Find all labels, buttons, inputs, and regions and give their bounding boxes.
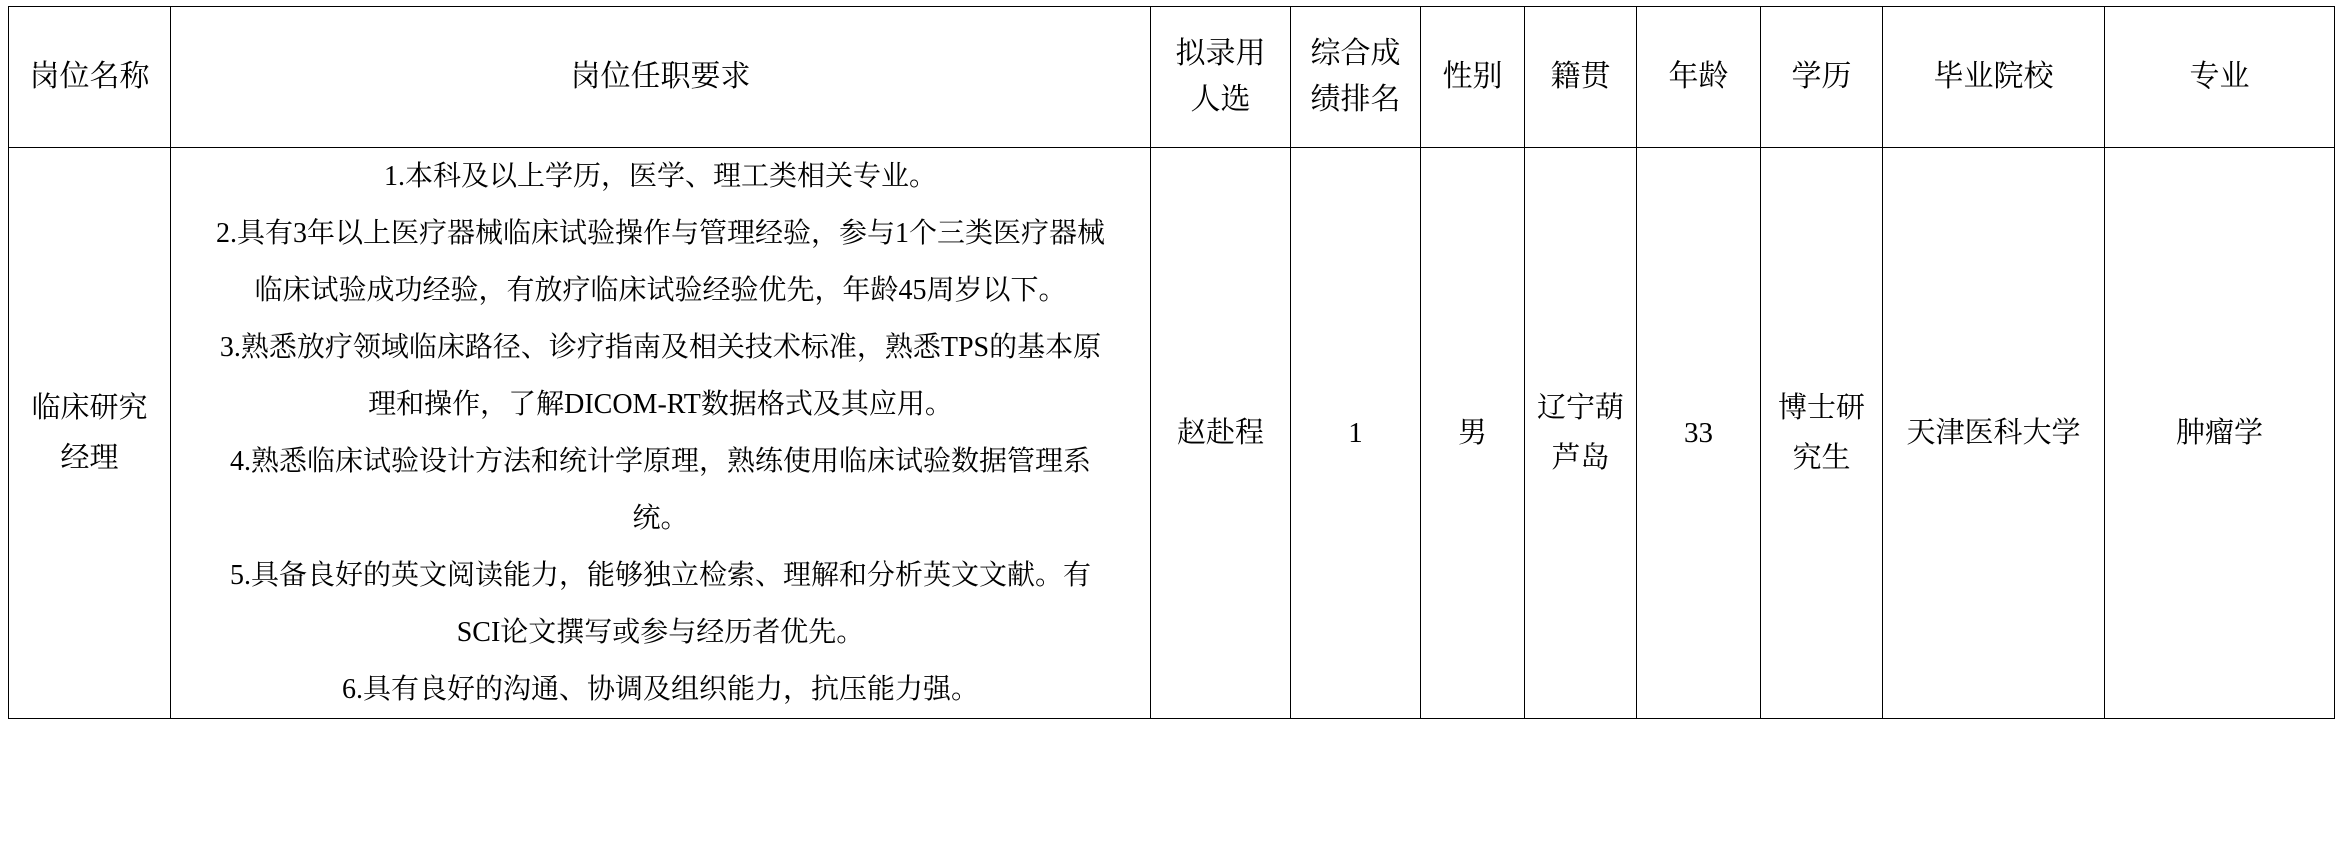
cell-position-line2: 经理 bbox=[60, 442, 119, 474]
table-body bbox=[9, 148, 2335, 719]
column-header-rank-line1: 综合成 bbox=[1310, 37, 1401, 70]
column-header-education: 学历 bbox=[1761, 7, 1883, 148]
column-header-school: 毕业院校 bbox=[1883, 7, 2105, 148]
cell-origin-line2: 芦岛 bbox=[1551, 442, 1610, 474]
column-header-candidate bbox=[1151, 7, 1291, 148]
column-header-candidate-line1: 拟录用 bbox=[1175, 37, 1266, 70]
requirement-line-5: 理和操作，了解DICOM-RT数据格式及其应用。 bbox=[368, 389, 953, 420]
cell-education-line2: 究生 bbox=[1792, 442, 1851, 474]
requirement-line-6: 4.熟悉临床试验设计方法和统计学原理，熟练使用临床试验数据管理系 bbox=[229, 446, 1091, 477]
column-header-rank bbox=[1291, 7, 1421, 148]
job-recruitment-table bbox=[8, 6, 2335, 719]
cell-position bbox=[9, 148, 171, 719]
cell-age: 33 bbox=[1637, 148, 1761, 719]
cell-position-line1: 临床研究 bbox=[31, 392, 148, 424]
cell-major: 肿瘤学 bbox=[2105, 148, 2335, 719]
requirement-line-2: 2.具有3年以上医疗器械临床试验操作与管理经验，参与1个三类医疗器械 bbox=[215, 218, 1105, 249]
cell-rank: 1 bbox=[1291, 148, 1421, 719]
cell-candidate: 赵赴程 bbox=[1151, 148, 1291, 719]
requirement-line-1: 1.本科及以上学历，医学、理工类相关专业。 bbox=[383, 161, 937, 192]
cell-gender: 男 bbox=[1421, 148, 1525, 719]
cell-origin bbox=[1525, 148, 1637, 719]
requirement-line-7: 统。 bbox=[632, 503, 689, 534]
cell-school: 天津医科大学 bbox=[1883, 148, 2105, 719]
cell-education bbox=[1761, 148, 1883, 719]
table-row bbox=[9, 148, 2335, 719]
column-header-gender: 性别 bbox=[1421, 7, 1525, 148]
requirement-line-9: SCI论文撰写或参与经历者优先。 bbox=[456, 617, 865, 648]
requirement-line-8: 5.具备良好的英文阅读能力，能够独立检索、理解和分析英文文献。有 bbox=[229, 560, 1091, 591]
requirement-line-4: 3.熟悉放疗领域临床路径、诊疗指南及相关技术标准，熟悉TPS的基本原 bbox=[219, 332, 1102, 363]
cell-origin-line1: 辽宁葫 bbox=[1536, 392, 1624, 424]
column-header-age: 年龄 bbox=[1637, 7, 1761, 148]
column-header-rank-line2: 绩排名 bbox=[1310, 83, 1401, 116]
cell-education-line1: 博士研 bbox=[1777, 392, 1865, 424]
column-header-origin: 籍贯 bbox=[1525, 7, 1637, 148]
column-header-requirements: 岗位任职要求 bbox=[171, 7, 1151, 148]
requirement-line-3: 临床试验成功经验，有放疗临床试验经验优先，年龄45周岁以下。 bbox=[254, 275, 1067, 306]
column-header-major: 专业 bbox=[2105, 7, 2335, 148]
column-header-candidate-line2: 人选 bbox=[1190, 83, 1251, 116]
requirement-line-10: 6.具有良好的沟通、协调及组织能力，抗压能力强。 bbox=[341, 674, 979, 705]
cell-requirements bbox=[171, 148, 1151, 719]
column-header-position: 岗位名称 bbox=[9, 7, 171, 148]
header-row bbox=[9, 7, 2335, 148]
table-header bbox=[9, 7, 2335, 148]
